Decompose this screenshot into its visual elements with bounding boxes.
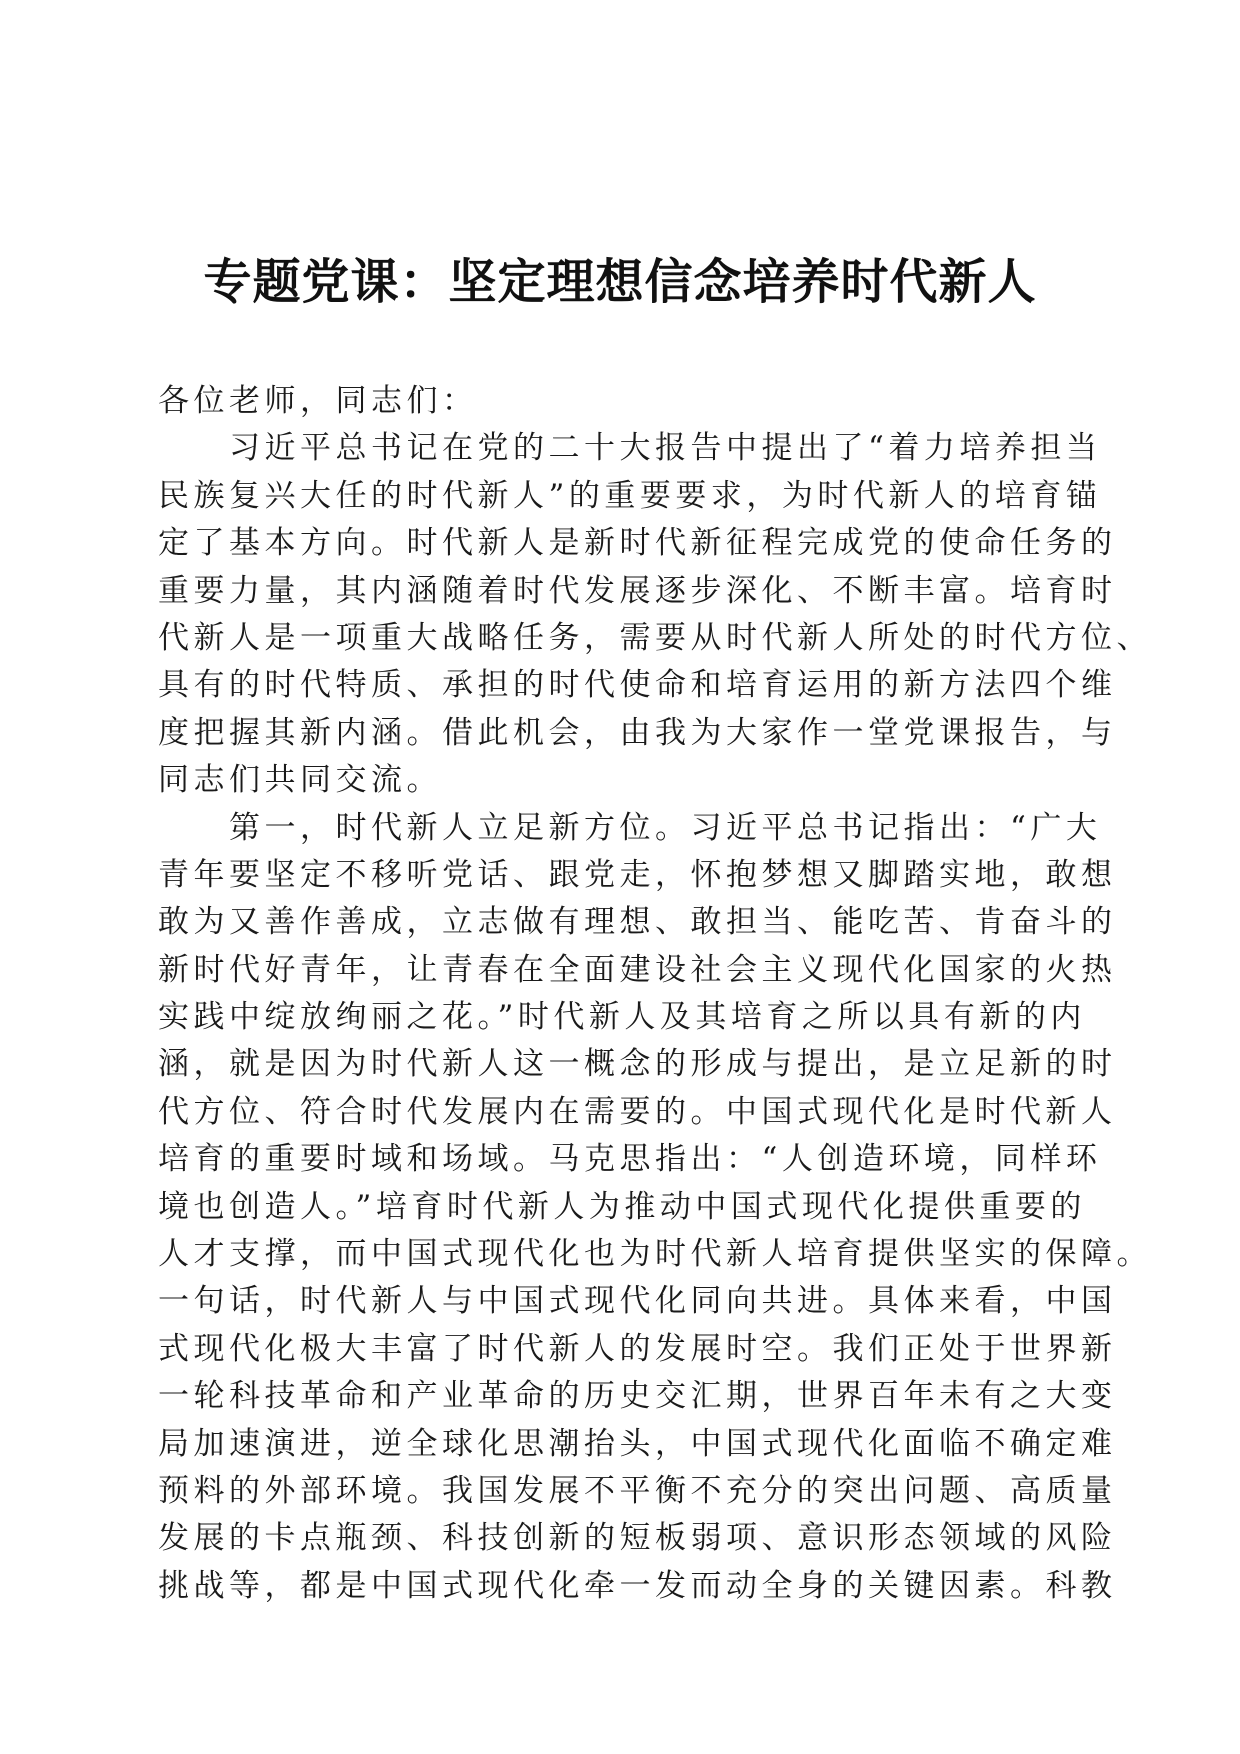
- body-line: 预料的外部环境。我国发展不平衡不充分的突出问题、高质量: [158, 1472, 1117, 1509]
- body-line: 一句话，时代新人与中国式现代化同向共进。具体来看，中国: [158, 1283, 1117, 1320]
- body-line: 发展的卡点瓶颈、科技创新的短板弱项、意识形态领域的风险: [158, 1520, 1117, 1557]
- body-line: 涵，就是因为时代新人这一概念的形成与提出，是立足新的时: [158, 1046, 1117, 1083]
- body-line: 重要力量，其内涵随着时代发展逐步深化、不断丰富。培育时: [158, 572, 1117, 609]
- body-line: 新时代好青年，让青春在全面建设社会主义现代化国家的火热: [158, 951, 1117, 988]
- body-line: 同志们共同交流。: [158, 762, 442, 799]
- salutation-line: 各位老师，同志们：: [158, 383, 478, 419]
- body-line: 具有的时代特质、承担的时代使命和培育运用的新方法四个维: [158, 667, 1117, 704]
- body-line: 一轮科技革命和产业革命的历史交汇期，世界百年未有之大变: [158, 1378, 1117, 1415]
- body-line: 境也创造人。”培育时代新人为推动中国式现代化提供重要的: [158, 1188, 1086, 1225]
- body-line: 实践中绽放绚丽之花。”时代新人及其培育之所以具有新的内: [158, 999, 1086, 1036]
- body-line: 度把握其新内涵。借此机会，由我为大家作一堂党课报告，与: [158, 714, 1117, 751]
- body-line: 挑战等，都是中国式现代化牵一发而动全身的关键因素。科教: [158, 1567, 1117, 1604]
- body-line: 定了基本方向。时代新人是新时代新征程完成党的使命任务的: [158, 525, 1117, 562]
- body-line: 培育的重要时域和场域。马克思指出：“人创造环境，同样环: [158, 1141, 1102, 1178]
- document-body: [158, 378, 1152, 1610]
- body-line: 局加速演进，逆全球化思潮抬头，中国式现代化面临不确定难: [158, 1425, 1117, 1462]
- body-line: 式现代化极大丰富了时代新人的发展时空。我们正处于世界新: [158, 1330, 1117, 1367]
- body-line: 代方位、符合时代发展内在需要的。中国式现代化是时代新人: [158, 1093, 1117, 1130]
- body-line: 习近平总书记在党的二十大报告中提出了“着力培养担当: [158, 430, 1102, 467]
- body-line: 第一，时代新人立足新方位。习近平总书记指出：“广大: [158, 809, 1102, 846]
- document-title: 专题党课：坚定理想信念培养时代新人: [203, 254, 1037, 310]
- body-line: 人才支撑，而中国式现代化也为时代新人培育提供坚实的保障。: [158, 1236, 1152, 1273]
- body-line: 敢为又善作善成，立志做有理想、敢担当、能吃苦、肯奋斗的: [158, 904, 1117, 941]
- body-line: 民族复兴大任的时代新人”的重要要求，为时代新人的培育锚: [158, 477, 1102, 514]
- body-line: 代新人是一项重大战略任务，需要从时代新人所处的时代方位、: [158, 619, 1152, 656]
- body-line: 青年要坚定不移听党话、跟党走，怀抱梦想又脚踏实地，敢想: [158, 856, 1117, 893]
